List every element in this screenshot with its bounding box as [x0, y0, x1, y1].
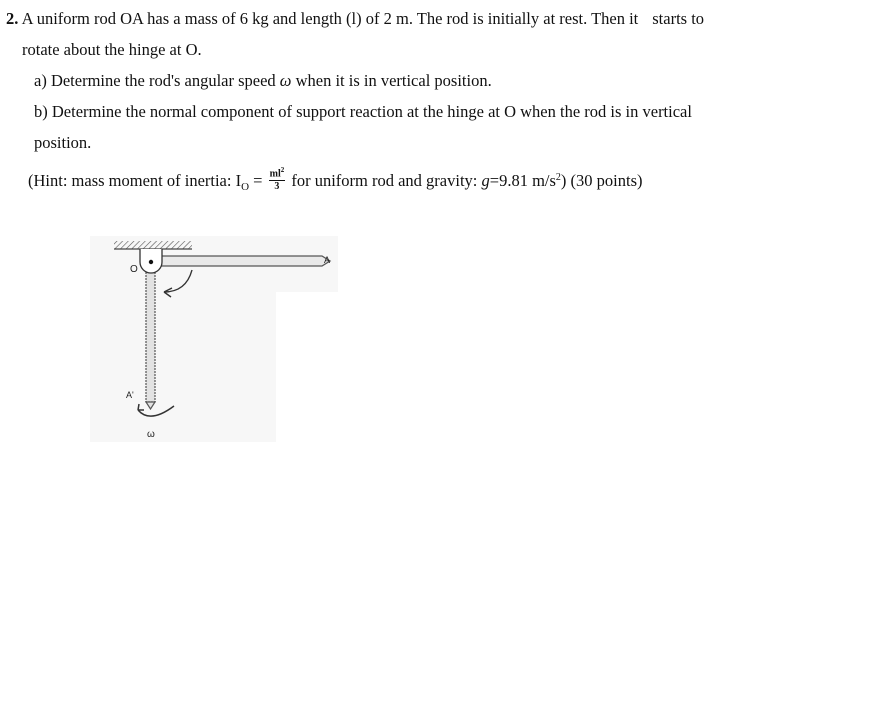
- part-a-text-after: when it is in vertical position.: [291, 71, 492, 90]
- question-line-2: rotate about the hinge at O.: [22, 40, 202, 59]
- question-intro-text: A uniform rod OA has a mass of 6 kg and length (l) of 2 m. The rod is initially at rest. Then it: [21, 9, 639, 28]
- ceiling-support: [114, 241, 192, 249]
- label-omega: ω: [147, 429, 155, 440]
- hint-middle: for uniform rod and gravity:: [287, 171, 482, 190]
- question-line-1: [6, 9, 704, 29]
- part-b-line-1: b) Determine the normal component of support reaction at the hinge at O when the rod is in vertical: [34, 102, 692, 121]
- hint-fraction-num-text: ml: [269, 167, 281, 179]
- rod-horizontal: [150, 256, 330, 266]
- part-a-text-before: a) Determine the rod's angular speed: [34, 71, 280, 90]
- hint: [28, 165, 643, 194]
- hint-fraction-num-exp: 2: [280, 165, 285, 174]
- diagram-background-cutout: [276, 292, 338, 442]
- rod-vertical: [146, 260, 155, 402]
- hint-inertia-subscript: O: [241, 181, 250, 193]
- hint-fraction-numerator: [269, 165, 286, 181]
- hint-prefix: (Hint: mass moment of inertia: I: [28, 171, 242, 190]
- rod-diagram: [86, 232, 346, 446]
- question-number: 2.: [6, 9, 19, 28]
- omega-symbol: ω: [279, 71, 292, 90]
- hint-fraction-denominator: 3: [274, 180, 280, 192]
- hinge-pin: [149, 260, 153, 264]
- hint-g-symbol: g: [481, 171, 490, 190]
- part-b-line-2: position.: [34, 133, 92, 152]
- hint-suffix: ) (30 points): [560, 171, 643, 190]
- question-intro-continuation: starts to: [652, 9, 705, 28]
- hint-fraction: [269, 165, 286, 192]
- label-O: O: [130, 264, 138, 275]
- part-a: [34, 71, 492, 91]
- hint-g-exponent: 2: [555, 172, 561, 183]
- label-A: A: [324, 255, 331, 265]
- hint-g-value: =9.81 m/s: [489, 171, 556, 190]
- hint-equals: =: [249, 171, 267, 190]
- label-A-prime: A': [126, 390, 134, 400]
